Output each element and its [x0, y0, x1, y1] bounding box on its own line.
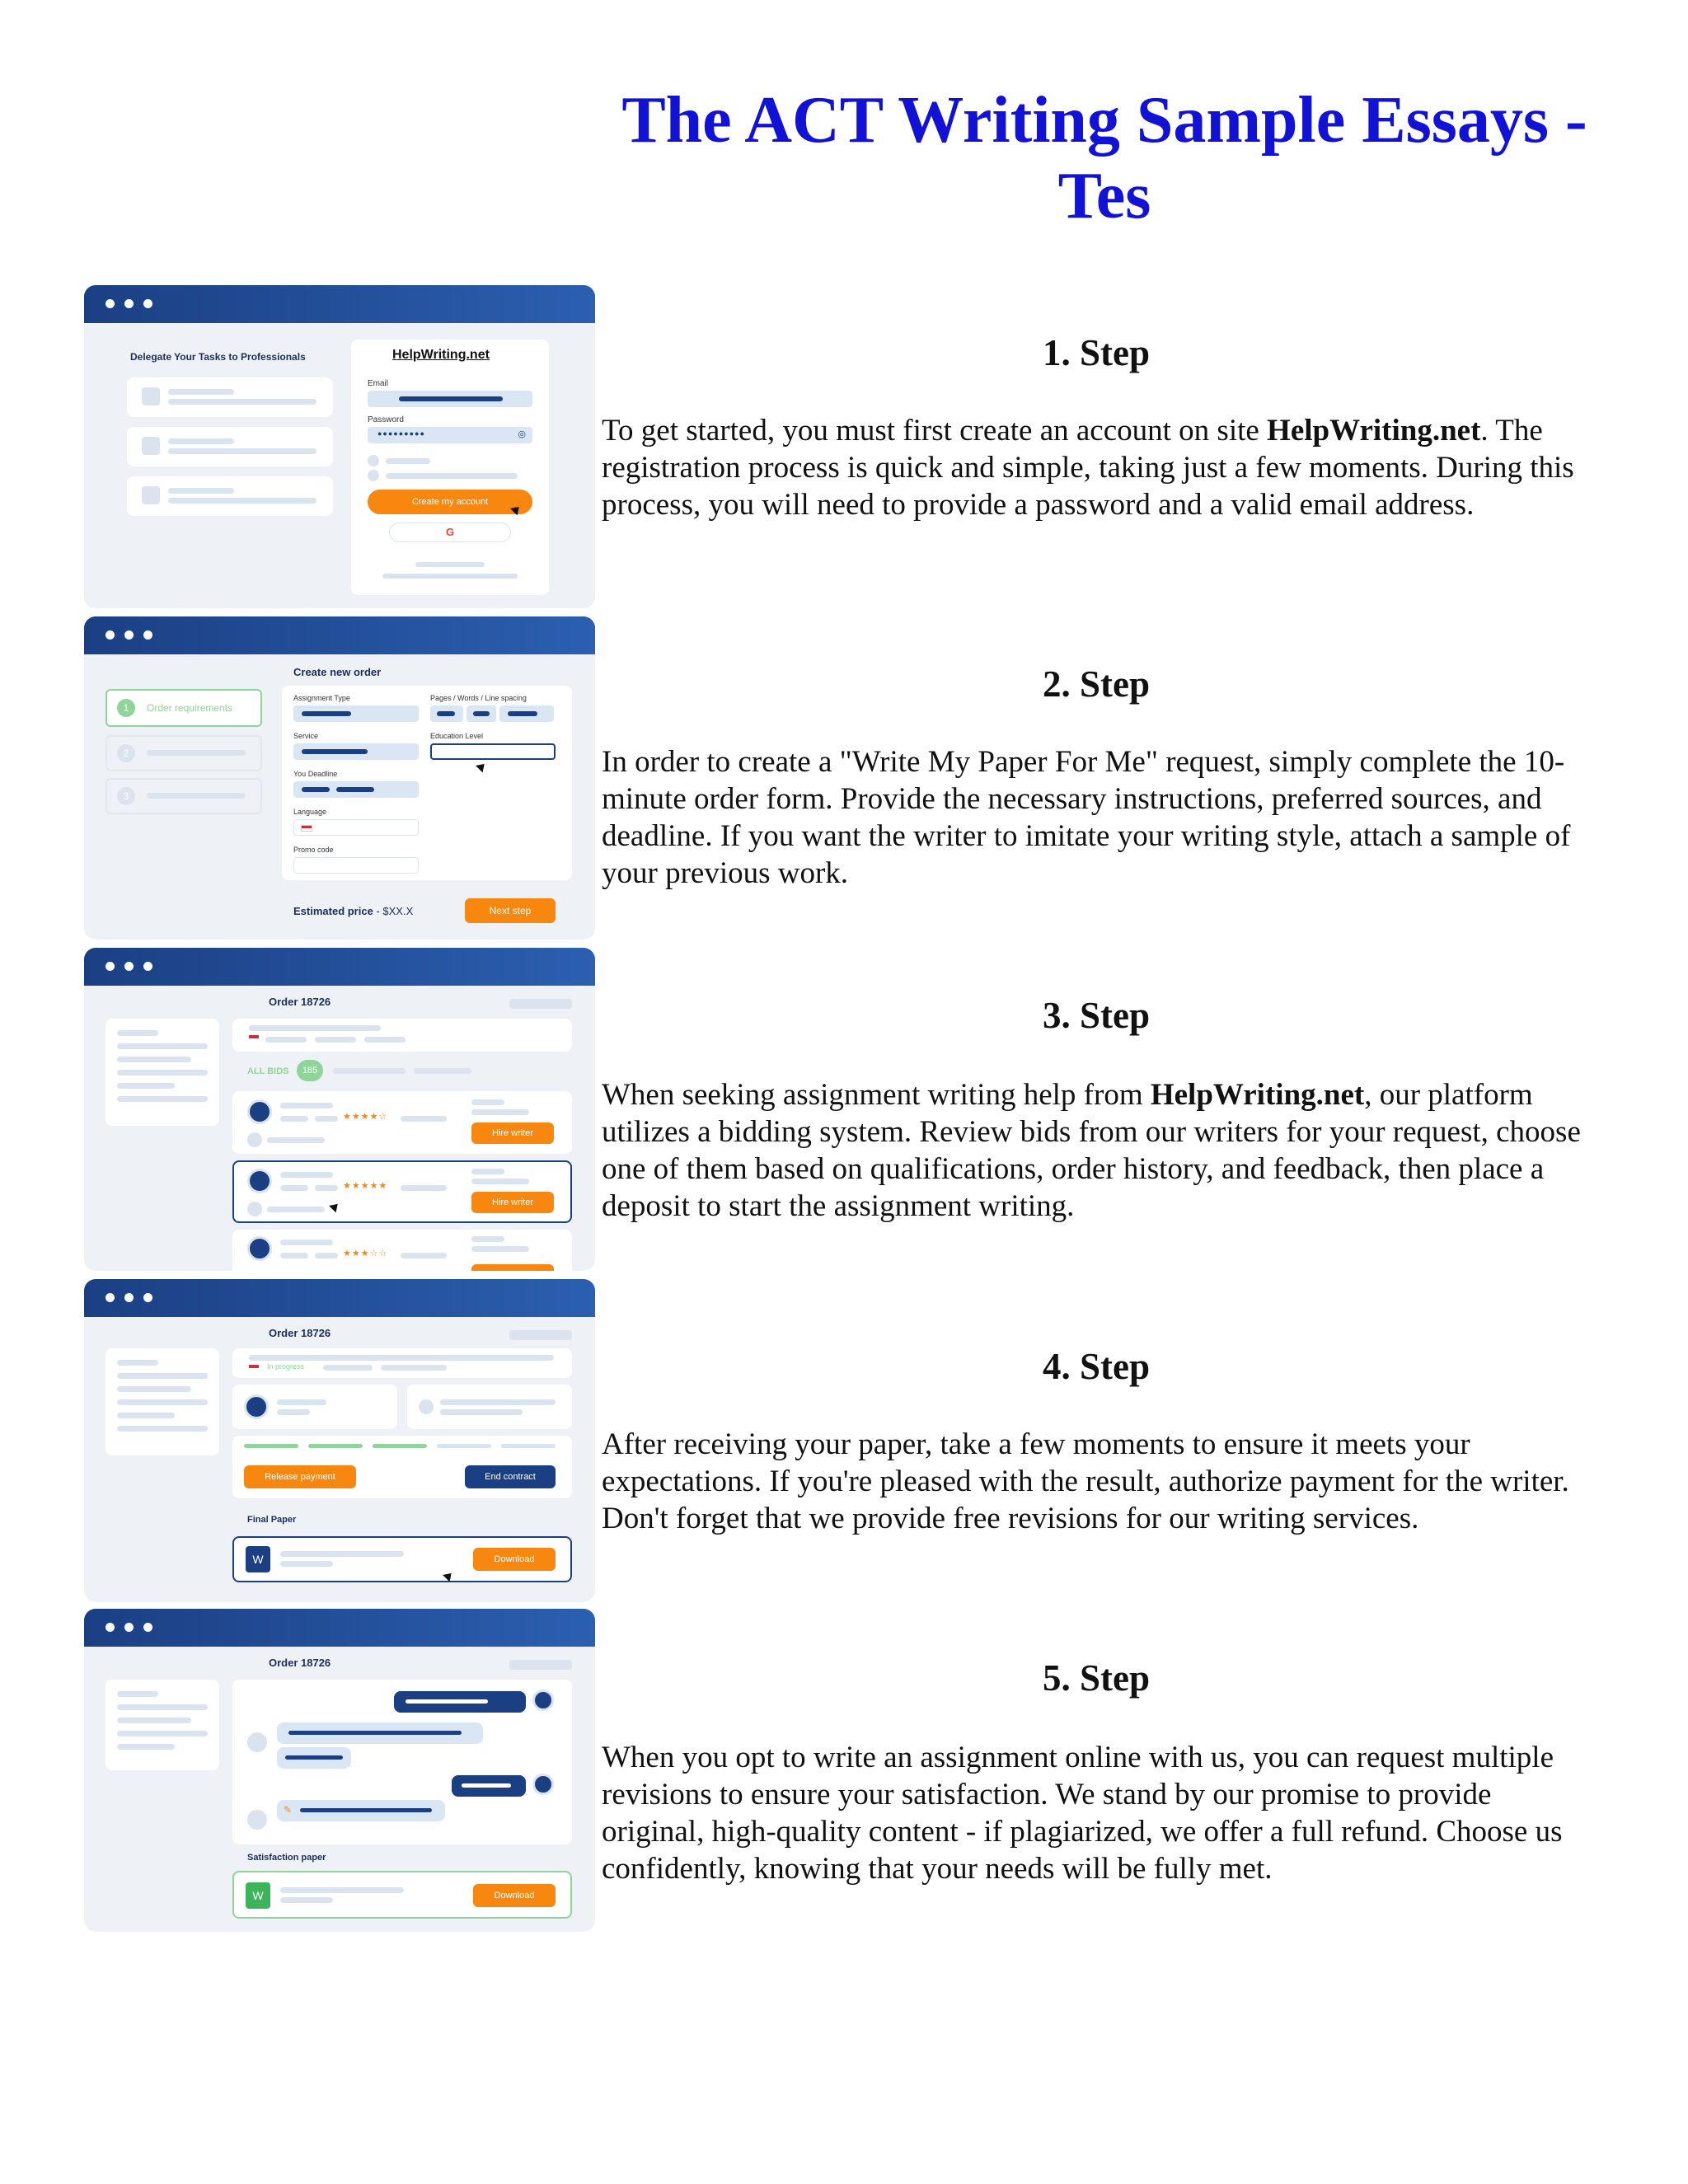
promo-label: Promo code — [293, 846, 334, 854]
writer-avatar — [247, 1169, 272, 1193]
language-select[interactable] — [293, 819, 419, 836]
password-field[interactable]: ●●●●●●●●● ◎ — [368, 427, 532, 443]
window-dots — [106, 962, 152, 971]
satisfaction-paper-file[interactable] — [232, 1871, 572, 1919]
step-description: When you opt to write an assignment online with us, you can request multiple revisions to ensure your satisfaction. We stand by our promise to provide original, high-quality content - if plagiarized, we offer a full refund. Choose us confidently, knowing that your needs will be fully met. — [602, 1741, 1563, 1886]
step-description: When seeking assignment writing help from HelpWriting.net, our platform utilizes a bidding system. Review bids from our writers for your request, choose one of them based on qualifications, order history, and feedback, then place a deposit to start the assignment writing. — [602, 1078, 1581, 1223]
google-signin-button[interactable] — [389, 523, 511, 542]
order-number: Order 18726 — [269, 996, 331, 1008]
writer-avatar — [247, 1236, 272, 1261]
pages-input[interactable] — [430, 705, 463, 722]
page-title: The ACT Writing Sample Essays - Tes — [621, 84, 1587, 232]
step-heading: 2. Step — [1042, 663, 1150, 705]
step-heading: 4. Step — [1042, 1346, 1150, 1387]
flag-icon — [301, 825, 312, 832]
window-titlebar — [84, 948, 595, 986]
task-card — [127, 377, 333, 417]
user-avatar — [532, 1774, 554, 1795]
screenshot-revisions — [84, 1609, 595, 1932]
window-dots — [106, 630, 152, 640]
google-icon: G — [445, 526, 455, 538]
estimated-price: Estimated price - $XX.X — [293, 905, 414, 917]
window-titlebar — [84, 1609, 595, 1647]
hire-writer-button[interactable] — [471, 1264, 554, 1271]
email-label: Email — [368, 379, 389, 388]
spacing-input[interactable] — [499, 705, 554, 722]
assignment-type-select[interactable] — [293, 705, 419, 722]
chat-message-attachment — [277, 1800, 445, 1821]
window-titlebar — [84, 616, 595, 654]
bid-card[interactable] — [232, 1230, 572, 1271]
rating-stars: ★★★★☆ — [343, 1112, 388, 1122]
info-panel — [407, 1385, 572, 1429]
bid-card-selected[interactable] — [232, 1160, 572, 1223]
bids-count-badge: 185 — [297, 1060, 323, 1081]
step-2[interactable]: 2 — [106, 735, 262, 771]
rating-stars: ★★★★★ — [343, 1181, 388, 1191]
signup-form — [351, 340, 549, 595]
bid-card[interactable] — [232, 1091, 572, 1154]
writer-avatar — [247, 1099, 272, 1124]
chat-panel — [232, 1680, 572, 1844]
step-description: In order to create a "Write My Paper For Me" request, simply complete the 10-minute order form. Provide the necessary instructions, preferred sources, and deadline. If you want the writer to imitate your writing style, attach a sample of your previous work. — [602, 745, 1571, 890]
user-avatar — [532, 1690, 554, 1711]
chat-message-received — [277, 1722, 483, 1744]
service-select[interactable] — [293, 743, 419, 760]
task-card — [127, 427, 333, 466]
step-heading: 1. Step — [1042, 332, 1150, 373]
release-payment-button[interactable]: Release payment — [244, 1465, 356, 1488]
brand-logo: HelpWriting.net — [392, 348, 490, 362]
create-order-heading: Create new order — [293, 666, 382, 678]
cursor-icon — [443, 1570, 455, 1582]
next-step-button[interactable]: Next step — [465, 898, 556, 923]
screenshot-signup — [84, 285, 595, 608]
download-button[interactable]: Download — [473, 1548, 556, 1571]
document-icon: W — [246, 1882, 270, 1909]
cursor-icon — [476, 761, 488, 773]
window-titlebar — [84, 1279, 595, 1317]
password-label: Password — [368, 415, 404, 424]
education-label: Education Level — [430, 732, 484, 740]
chat-message-received — [277, 1747, 351, 1769]
flag-icon — [249, 1035, 259, 1042]
order-summary — [232, 1019, 572, 1052]
delegate-heading: Delegate Your Tasks to Professionals — [130, 351, 306, 363]
service-label: Service — [293, 732, 319, 740]
step-3[interactable]: 3 — [106, 778, 262, 814]
step-order-requirements[interactable]: 1 Order requirements — [106, 689, 262, 727]
words-input[interactable] — [467, 705, 496, 722]
step-heading: 5. Step — [1042, 1657, 1150, 1699]
payment-panel — [232, 1436, 572, 1498]
status-badge: In progress — [267, 1362, 305, 1371]
window-titlebar — [84, 285, 595, 323]
email-field[interactable] — [368, 391, 532, 407]
eye-icon[interactable]: ◎ — [518, 429, 526, 439]
cursor-icon — [329, 1201, 341, 1213]
satisfaction-paper-label: Satisfaction paper — [247, 1853, 326, 1863]
window-dots — [106, 299, 152, 308]
end-contract-button[interactable]: End contract — [465, 1465, 556, 1488]
task-card — [127, 476, 333, 516]
flag-icon — [249, 1365, 259, 1371]
step-heading: 3. Step — [1042, 995, 1150, 1036]
order-summary — [232, 1348, 572, 1378]
screenshot-bids — [84, 948, 595, 1271]
window-dots — [106, 1623, 152, 1632]
assignment-type-label: Assignment Type — [293, 694, 350, 702]
order-number: Order 18726 — [269, 1657, 331, 1669]
writer-avatar — [244, 1394, 269, 1419]
final-paper-label: Final Paper — [247, 1515, 297, 1525]
promo-code-input[interactable] — [293, 857, 419, 874]
hire-writer-button[interactable]: Hire writer — [471, 1192, 554, 1213]
chat-message-sent — [452, 1775, 526, 1797]
education-level-select[interactable] — [430, 743, 556, 760]
sidebar-panel — [106, 1348, 219, 1455]
screenshot-final-paper — [84, 1279, 595, 1602]
order-form — [282, 686, 572, 880]
screenshot-order-form — [84, 616, 595, 940]
attachment-icon: ✎ — [284, 1804, 293, 1816]
create-account-button[interactable]: Create my account — [368, 490, 532, 514]
all-bids-label: ALL BIDS — [247, 1066, 289, 1076]
sidebar-panel — [106, 1680, 219, 1770]
chat-message-sent — [394, 1691, 526, 1713]
pages-label: Pages / Words / Line spacing — [430, 694, 527, 702]
hire-writer-button[interactable]: Hire writer — [471, 1122, 554, 1144]
deadline-label: You Deadline — [293, 770, 338, 778]
writer-panel — [232, 1385, 397, 1429]
final-paper-file[interactable] — [232, 1536, 572, 1582]
order-number: Order 18726 — [269, 1327, 331, 1339]
window-dots — [106, 1293, 152, 1302]
word-document-icon: W — [246, 1546, 270, 1572]
deadline-input[interactable] — [293, 781, 419, 798]
rating-stars: ★★★☆☆ — [343, 1249, 388, 1258]
step-description: To get started, you must first create an account on site HelpWriting.net. The registration process is quick and simple, taking just a few moments. During this process, you will need to provide a password and a valid email address. — [602, 414, 1574, 522]
step-description: After receiving your paper, take a few moments to ensure it meets your expectations. If you're pleased with the result, authorize payment for the writer. Don't forget that we provide free revisions for our writing services. — [602, 1427, 1569, 1535]
sidebar-panel — [106, 1019, 219, 1126]
language-label: Language — [293, 808, 327, 816]
download-button[interactable]: Download — [473, 1884, 556, 1907]
